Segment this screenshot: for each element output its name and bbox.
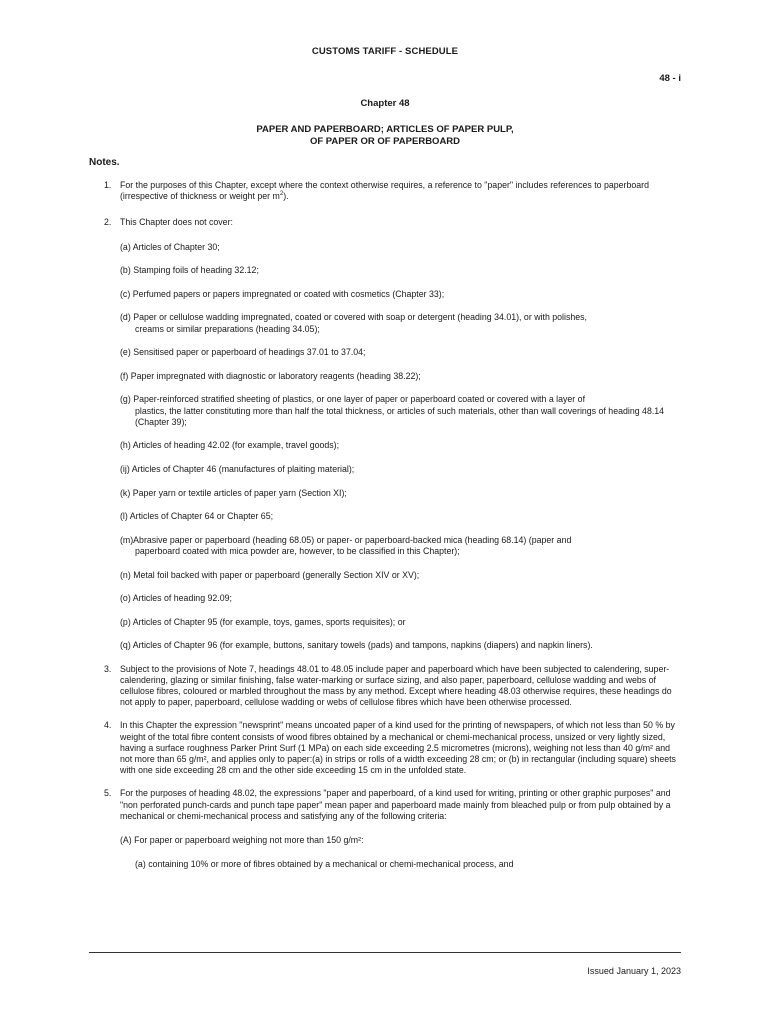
chapter-title-line2: OF PAPER OR OF PAPERBOARD [309, 136, 461, 147]
chapter-title [0, 124, 770, 148]
note-subitem-a: (a) Articles of Chapter 30; [120, 241, 220, 252]
note-subitem-d [120, 312, 684, 334]
note-subitem-m [120, 535, 684, 557]
note-number: 3. [104, 663, 112, 674]
note-subitem-continuation: creams or similar preparations (heading 34.05); [135, 323, 320, 334]
note-intro: This Chapter does not cover: [120, 217, 233, 228]
note-subitem-n: (n) Metal foil backed with paper or paperboard (generally Section XIV or XV); [120, 569, 420, 580]
chapter-title-line1: PAPER AND PAPERBOARD; ARTICLES OF PAPER PULP, [256, 124, 514, 135]
note-text-end: ). [283, 191, 289, 202]
note-subitem-ij: (ij) Articles of Chapter 46 (manufactures of plaiting material); [120, 463, 355, 474]
footer-divider [89, 952, 681, 953]
chapter-label: Chapter 48 [360, 98, 410, 109]
note-subitem-b: (b) Stamping foils of heading 32.12; [120, 265, 259, 276]
note-subitem-text: (g) Paper-reinforced stratified sheeting of plastics, or one layer of paper or paperboard coated or covered with a layer of [120, 394, 586, 405]
note-subitem-q: (q) Articles of Chapter 96 (for example, buttons, sanitary towels (pads) and tampons, napkins (diapers) and napkin liners). [120, 640, 593, 651]
note-number: 2. [104, 217, 112, 228]
note-text: Subject to the provisions of Note 7, headings 48.01 to 48.05 include paper and paperboard which have been subjected to calendering, super-calendering, glazing or similar finishing, false water-marking or surface sizing, and also paper, paperboard, cellulose wadding and webs of cellulose fibres, coloured or marbled throughout the mass by any method. Except where heading 48.03 otherwise requires, these headings do not apply to paper, paperboard, cellulose wadding or webs of cellulose fibres which have been otherwise processed. [120, 663, 672, 708]
note-subitem-continuation: plastics, the latter constituting more than half the total thickness, or articles of such materials, other than wall coverings of heading 48.14 (Chapter 39); [135, 405, 665, 427]
note-3 [104, 664, 684, 709]
note-subitem-f: (f) Paper impregnated with diagnostic or laboratory reagents (heading 38.22); [120, 370, 421, 381]
note-2 [104, 217, 684, 651]
document-header-title: CUSTOMS TARIFF - SCHEDULE [311, 46, 459, 57]
note-subitem-h: (h) Articles of heading 42.02 (for example, travel goods); [120, 440, 340, 451]
note-text: In this Chapter the expression "newsprint" means uncoated paper of a kind used for the printing of newspapers, of which not less than 50 % by weight of the total fibre content consists of wood fibres obtained by a mechanical or chemi-mechanical process, unsized or very lightly sized, having a surface roughness Parker Print Surf (1 MPa) on each side exceeding 2.5 micrometres (microns), weighing not less than 40 g/m² and not more than 65 g/m², and applies only to paper:(a) in strips or rolls of a width exceeding 28 cm; or (b) in rectangular (including square) sheets with one side exceeding 28 cm and the other side exceeding 15 cm in the unfolded state. [120, 720, 676, 776]
superscript: 2 [279, 191, 284, 198]
note-subitem-continuation: paperboard coated with mica powder are, however, to be classified in this Chapter); [135, 545, 460, 556]
note-5 [104, 788, 684, 870]
note-subitem-A: (A) For paper or paperboard weighing not more than 150 g/m²: [120, 834, 364, 845]
issued-date: Issued January 1, 2023 [587, 966, 681, 976]
notes-heading: Notes. [89, 157, 120, 168]
note-number: 4. [104, 720, 112, 731]
note-subitem-text: (m)Abrasive paper or paperboard (heading 68.05) or paper- or paperboard-backed mica (heading 68.14) (paper and [120, 534, 572, 545]
note-4 [104, 720, 684, 776]
note-subitem-A-a: (a) containing 10% or more of fibres obtained by a mechanical or chemi-mechanical process, and [135, 859, 514, 870]
note-subitem-text: (d) Paper or cellulose wadding impregnated, coated or covered with soap or detergent (heading 34.01), or with polishes, [120, 312, 587, 323]
note-text: For the purposes of this Chapter, except where the context otherwise requires, a reference to "paper" includes references to paperboard (irrespective of thickness or weight per m [120, 180, 649, 202]
note-number: 1. [104, 180, 112, 190]
notes-list [104, 180, 684, 882]
note-subitem-p: (p) Articles of Chapter 95 (for example, toys, games, sports requisites); or [120, 616, 406, 627]
note-subitem-c: (c) Perfumed papers or papers impregnated or coated with cosmetics (Chapter 33); [120, 288, 445, 299]
note-number: 5. [104, 788, 112, 799]
note-subitem-e: (e) Sensitised paper or paperboard of headings 37.01 to 37.04; [120, 347, 366, 358]
note-subitem-g [120, 394, 684, 428]
note-text: For the purposes of heading 48.02, the expressions "paper and paperboard, of a kind used for writing, printing or other graphic purposes" and "non perforated punch-cards and punch tape paper" mean paper and paperboard made mainly from bleached pulp or from pulp obtained by a mechanical or chemi-mechanical process and satisfying any of the following criteria: [120, 788, 671, 821]
page-number: 48 - i [659, 73, 681, 84]
note-subitem-k: (k) Paper yarn or textile articles of paper yarn (Section XI); [120, 487, 347, 498]
note-1 [104, 180, 684, 202]
note-subitem-o: (o) Articles of heading 92.09; [120, 593, 232, 604]
note-subitem-l: (l) Articles of Chapter 64 or Chapter 65; [120, 511, 274, 522]
